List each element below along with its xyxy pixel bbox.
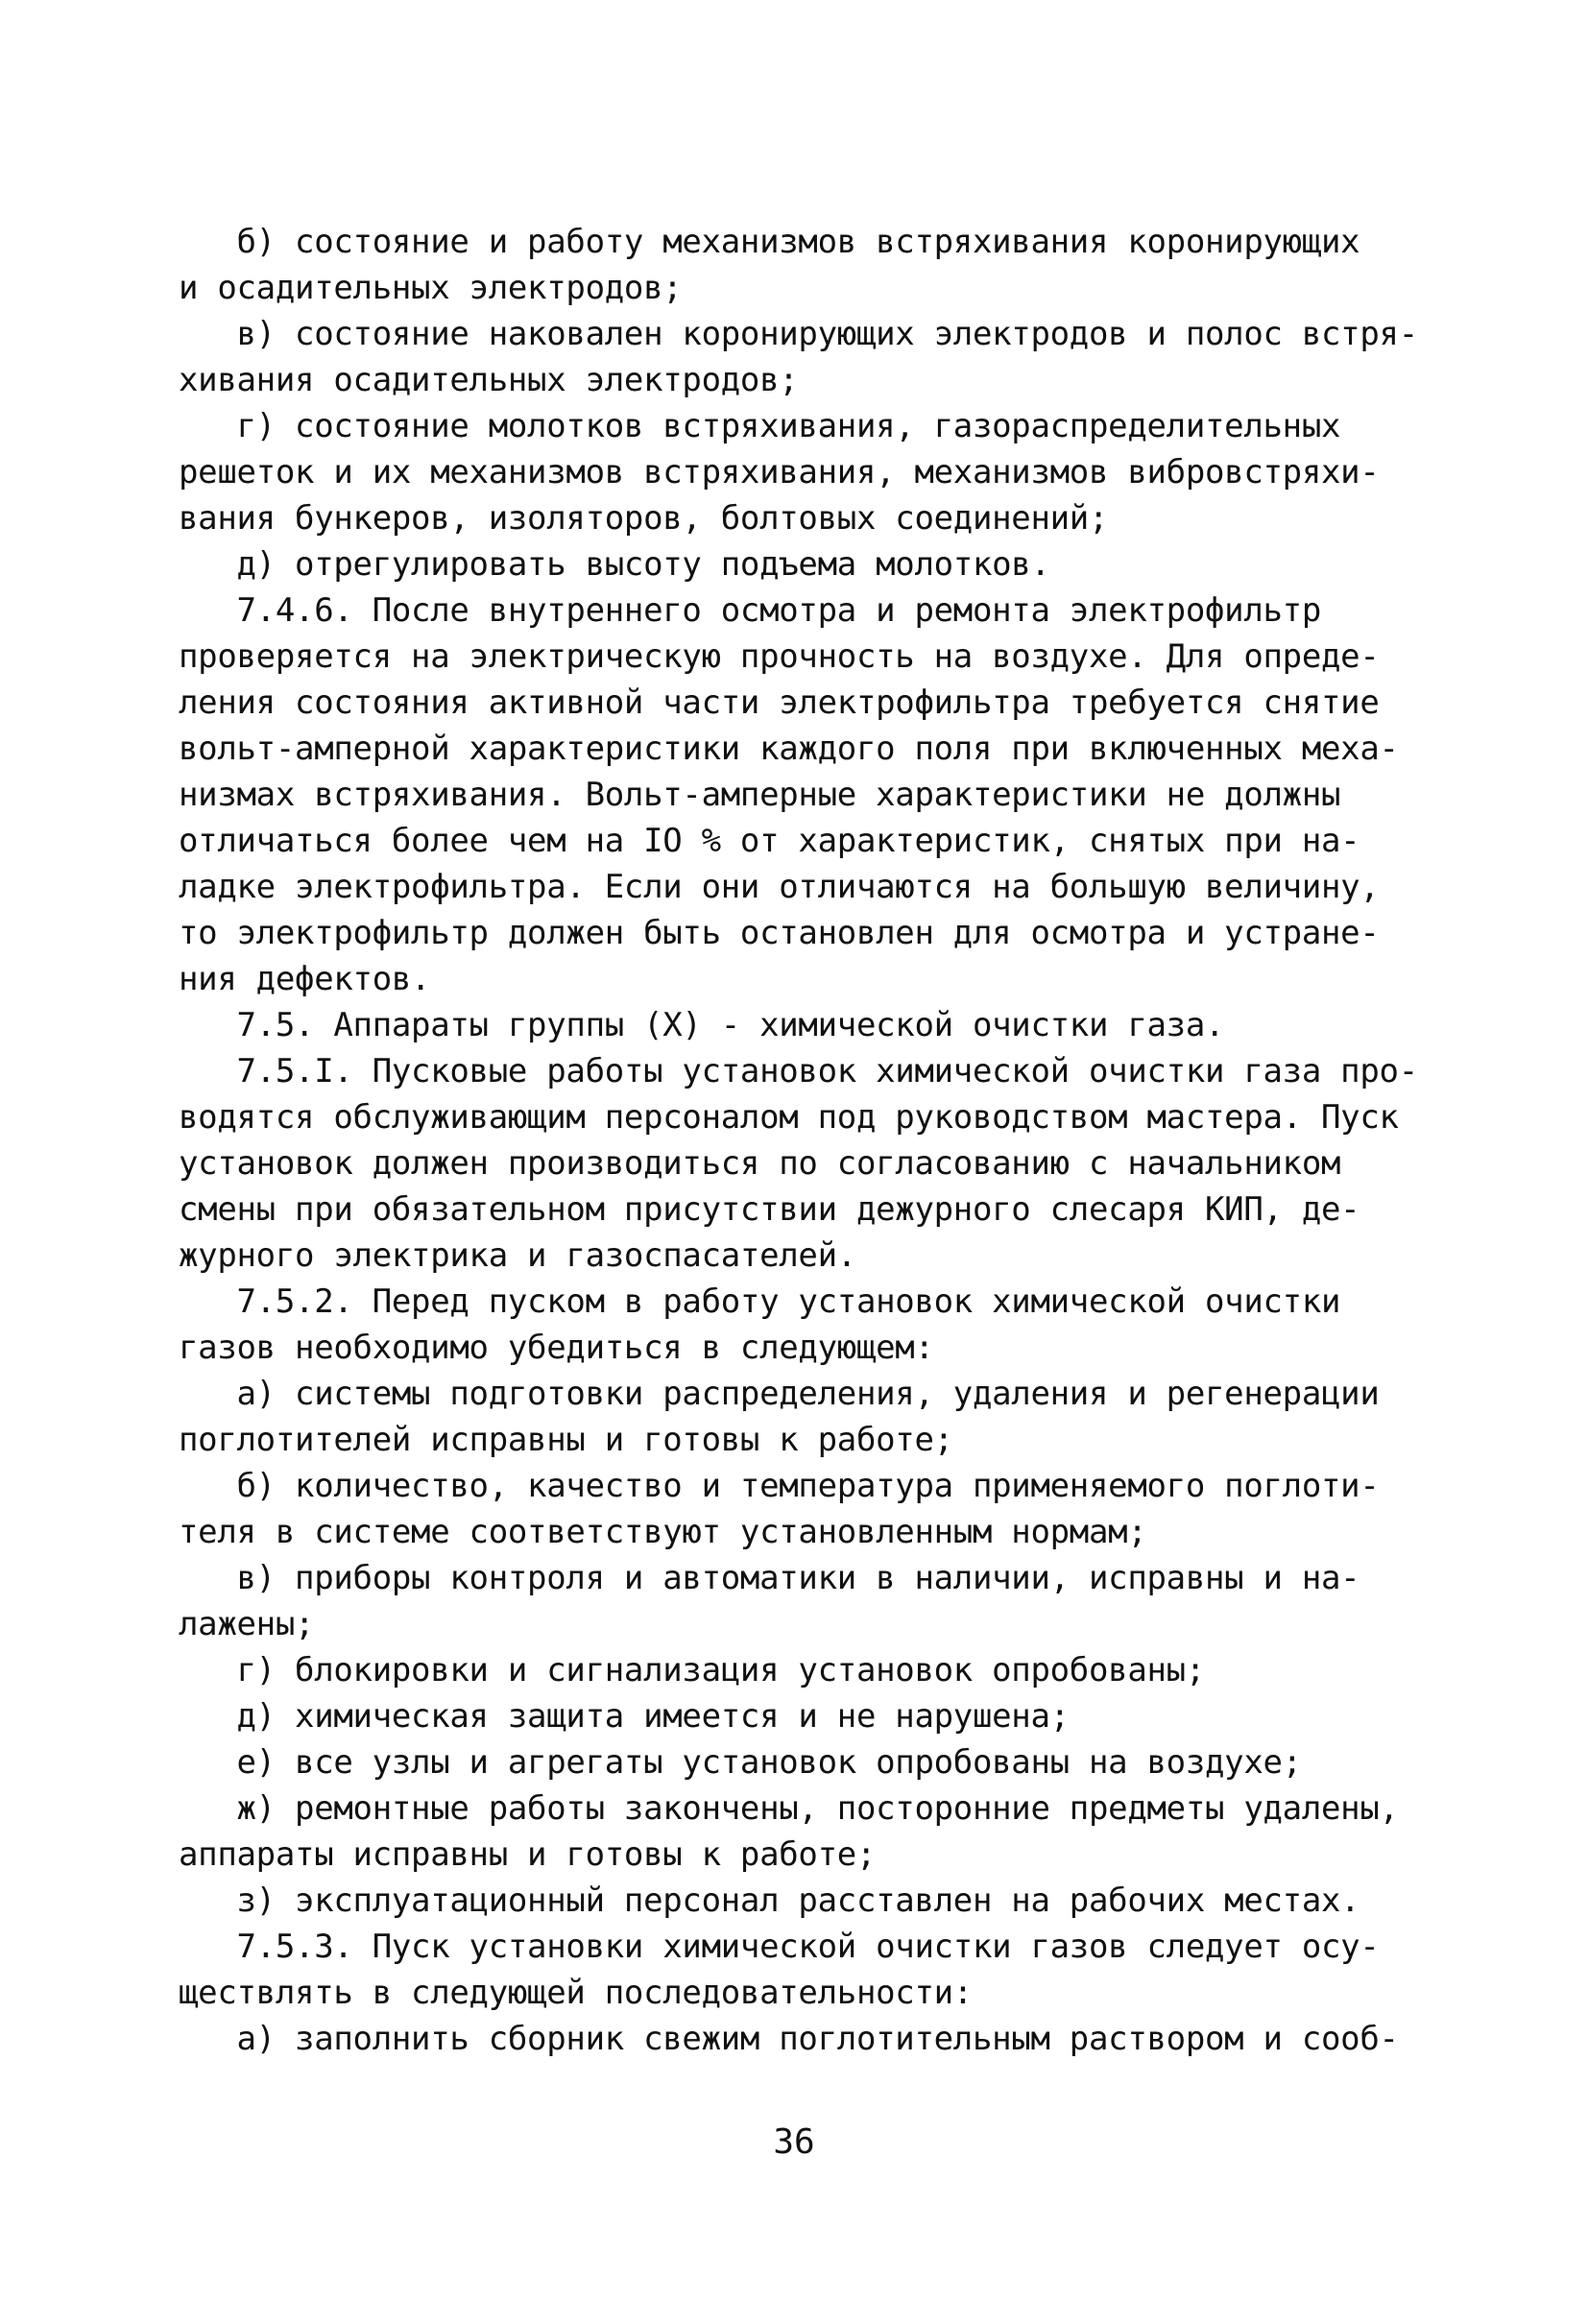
document-body [179,219,1417,2062]
text-line: е) все узлы и агрегаты установок опробованы на воздухе; [179,1743,1302,1782]
text-line: поглотителей исправны и готовы к работе; [179,1421,953,1459]
text-line: ления состояния активной части электрофильтра требуется снятие [179,683,1380,722]
text-line: в) состояние наковален коронирующих электродов и полос встря- [179,315,1418,353]
text-line: 7.5.2. Перед пуском в работу установок химической очистки [179,1282,1341,1321]
text-line: установок должен производиться по согласованию с начальником [179,1144,1341,1183]
text-line: а) заполнить сборник свежим поглотительным раствором и сооб- [179,2020,1399,2058]
text-line: аппараты исправны и готовы к работе; [179,1835,877,1874]
text-line: б) состояние и работу механизмов встряхивания коронирующих [179,223,1360,261]
text-line: д) отрегулировать высоту подъема молотков. [179,545,1050,584]
text-line: вольт-амперной характеристики каждого поля при включенных меха- [179,730,1399,768]
text-line: ж) ремонтные работы закончены, посторонние предметы удалены, [179,1789,1399,1828]
text-line: 7.5. Аппараты группы (X) - химической очистки газа. [179,1006,1225,1044]
text-line: вания бункеров, изоляторов, болтовых соединений; [179,499,1109,538]
text-line: в) приборы контроля и автоматики в наличии, исправны и на- [179,1559,1360,1597]
text-line: низмах встряхивания. Вольт-амперные характеристики не должны [179,776,1341,814]
text-line: а) системы подготовки распределения, удаления и регенерации [179,1375,1380,1413]
text-line: ществлять в следующей последовательности: [179,1974,973,2012]
text-line: лажены; [179,1605,315,1643]
text-line: б) количество, качество и температура применяемого поглоти- [179,1467,1380,1505]
text-line: ладке электрофильтра. Если они отличаются на большую величину, [179,868,1380,906]
text-line: теля в системе соответствуют установленным нормам; [179,1513,1147,1551]
text-line: з) эксплуатационный персонал расставлен на рабочих местах. [179,1881,1360,1920]
text-line: водятся обслуживающим персоналом под руководством мастера. Пуск [179,1098,1399,1137]
text-line: и осадительных электродов; [179,269,683,307]
text-line: журного электрика и газоспасателей. [179,1236,856,1275]
text-line: смены при обязательном присутствии дежурного слесаря КИП, де- [179,1190,1360,1229]
text-line: г) состояние молотков встряхивания, газораспределительных [179,407,1341,445]
text-line: решеток и их механизмов встряхивания, механизмов вибровстряхи- [179,453,1380,491]
text-line: ния дефектов. [179,960,431,998]
text-line: проверяется на электрическую прочность на воздухе. Для опреде- [179,637,1380,676]
text-line: хивания осадительных электродов; [179,361,799,399]
text-line: 7.4.6. После внутреннего осмотра и ремонта электрофильтр [179,591,1322,630]
text-line: 7.5.3. Пуск установки химической очистки газов следует осу- [179,1928,1380,1966]
text-line: г) блокировки и сигнализация установок опробованы; [179,1651,1205,1689]
text-line: то электрофильтр должен быть остановлен для осмотра и устране- [179,914,1380,952]
text-line: 7.5.I. Пусковые работы установок химической очистки газа про- [179,1052,1418,1090]
text-line: газов необходимо убедиться в следующем: [179,1329,934,1367]
text-line: отличаться более чем на IO % от характеристик, снятых при на- [179,822,1360,860]
text-line: д) химическая защита имеется и не нарушена; [179,1697,1070,1736]
page-number: 36 [773,2122,815,2162]
